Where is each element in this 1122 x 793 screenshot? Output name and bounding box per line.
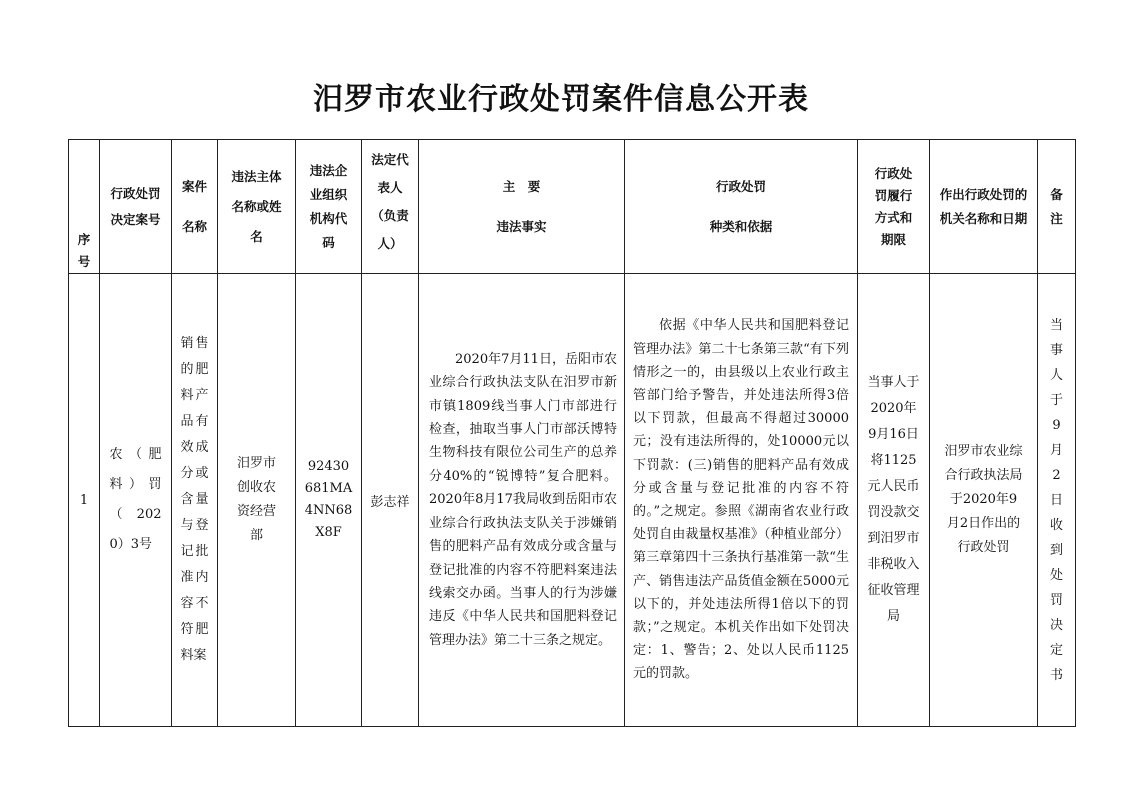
header-seq: 序号	[69, 140, 100, 274]
header-subject: 违法主体名称或姓名	[218, 140, 296, 274]
penalty-info-table	[68, 139, 1076, 727]
cell-case-no: 农（肥料）罚（2020）3号	[100, 274, 172, 727]
header-remark: 备注	[1038, 140, 1076, 274]
header-penalty-line2: 种类和依据	[709, 218, 773, 234]
header-facts-line2: 违法事实	[496, 218, 547, 234]
cell-subject: 汨罗市创收农资经营部	[218, 274, 296, 727]
header-facts-line1: 主 要	[502, 178, 541, 194]
header-facts	[419, 140, 625, 274]
cell-penalty: 依据《中华人民共和国肥料登记管理办法》第二十七条第三款“有下列情形之一的，由县级以上农业行政主管部门给予警告，并处违法所得3倍以下罚款，但最高不得超过30000元；没有违法所得的，处10000元以下罚款：(三)销售的肥料产品有效成分或含量与登记批准的内容不符的。”之规定。参照《湖南省农业行政处罚自由裁量权基准》（种植业部分）第三章第四十三条执行基准第一款“生产、销售违法产品货值金额在5000元以下的，并处违法所得1倍以下的罚款；”之规定。本机关作出如下处罚决定：1、警告；2、处以人民币1125元的罚款。	[625, 274, 858, 727]
cell-execution: 当事人于2020年9月16日将1125元人民币罚没款交到汨罗市非税收入征收管理局	[858, 274, 930, 727]
header-org-code: 违法企业组织机构代码	[296, 140, 362, 274]
header-execution: 行政处罚履行方式和期限	[858, 140, 930, 274]
cell-case-name: 销售的肥料产品有效成分或含量与登记批准内容不符肥料案	[172, 274, 218, 727]
cell-facts: 2020年7月11日，岳阳市农业综合行政执法支队在汨罗市新市镇1809线当事人门市部进行检查，抽取当事人门市部沃博特生物科技有限位公司生产的总养分40%的“锐博特”复合肥料。2020年8月17我局收到岳阳市农业综合行政执法支队关于涉嫌销售的肥料产品有效成分或含量与登记批准的内容不符肥料案违法线索交办函。当事人的行为涉嫌违反《中华人民共和国肥料登记管理办法》第二十三条之规定。	[419, 274, 625, 727]
cell-org-code: 92430681MA4NN68X8F	[296, 274, 362, 727]
header-authority: 作出行政处罚的机关名称和日期	[930, 140, 1038, 274]
cell-authority: 汨罗市农业综合行政执法局于2020年9月2日作出的行政处罚	[930, 274, 1038, 727]
header-penalty-line1: 行政处罚	[715, 178, 766, 194]
header-penalty	[625, 140, 858, 274]
cell-seq: 1	[69, 274, 100, 727]
header-legal-rep: 法定代表人（负责人）	[362, 140, 419, 274]
cell-remark: 当事人于9月2日收到处罚决定书	[1038, 274, 1076, 727]
table-row	[69, 274, 1076, 727]
header-case-name: 案件名称	[172, 140, 218, 274]
page-title: 汨罗市农业行政处罚案件信息公开表	[313, 82, 809, 117]
header-row	[69, 140, 1076, 274]
header-case-no: 行政处罚决定案号	[100, 140, 172, 274]
cell-legal-rep: 彭志祥	[362, 274, 419, 727]
